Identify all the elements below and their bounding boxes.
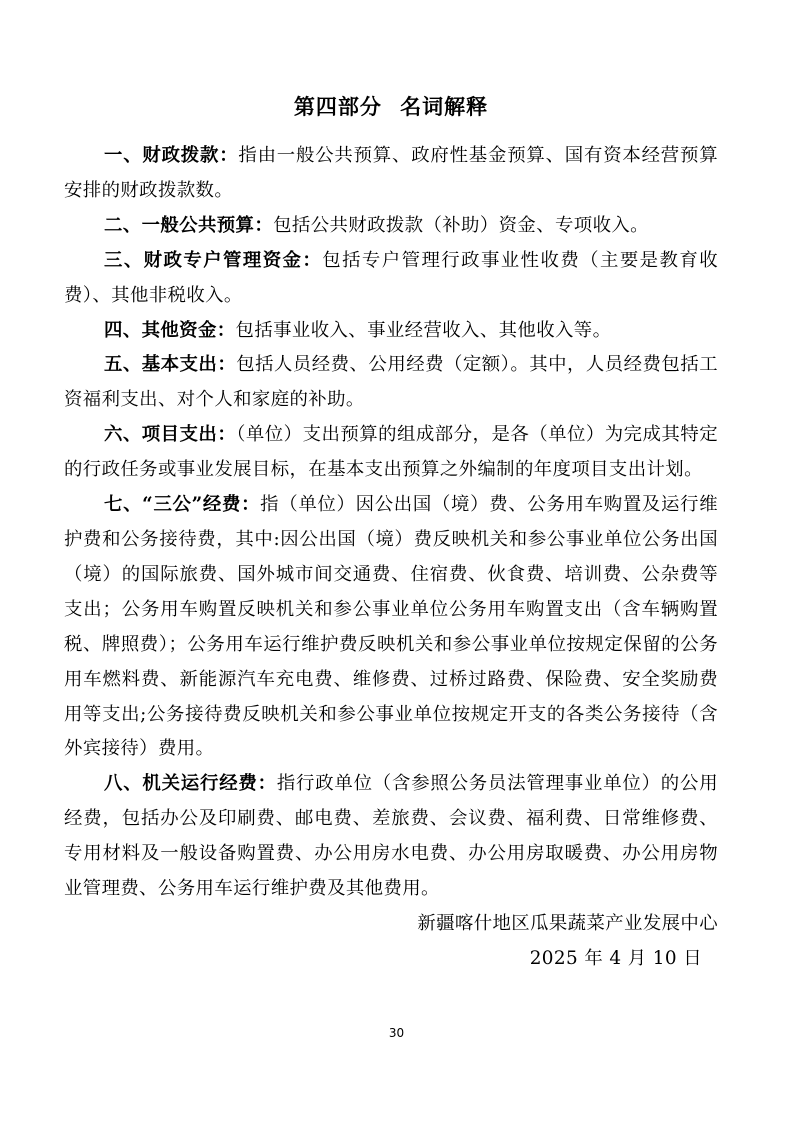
signature-organization: 新疆喀什地区瓜果蔬菜产业发展中心 [417,912,718,934]
term-label: 七、“三公”经费： [104,494,261,516]
term-definition: 包括专户管理行政事业性收费（主要是教育收费）、其他非税收入。 [64,249,718,306]
term-label: 一、财政拨款： [104,145,239,166]
term-definition: （单位）支出预算的组成部分，是各（单位）为完成其特定的行政任务或事业发展目标，在基本支出预算之外编制的年度项目支出计划。 [64,424,718,481]
term-label: 八、机关运行经费： [104,773,277,795]
term-definition: 包括公共财政拨款（补助）资金、专项收入。 [273,214,649,236]
document-title: 第四部分 名词解释 [293,95,489,119]
page-number: 30 [388,1026,405,1040]
term-label: 五、基本支出： [104,354,237,376]
term-paragraph-5 [64,348,718,418]
term-label: 二、一般公共预算： [104,214,274,236]
term-definition: 指（单位）因公出国（境）费、公务用车购置及运行维护费和公务接待费，其中:因公出国（境）费反映机关和参公事业单位公务出国（境）的国际旅费、国外城市间交通费、住宿费、伙食费、培训费、公杂费等支出；公务用车购置反映机关和参公事业单位公务用车购置支出（含车辆购置税、牌照费）；公务用车运行维护费反映机关和参公事业单位按规定保留的公务用车燃料费、新能源汽车充电费、维修费、过桥过路费、保险费、安全奖励费用等支出;公务接待费反映机关和参公事业单位按规定开支的各类公务接待（含外宾接待）费用。 [64,494,718,760]
term-label: 四、其他资金： [104,319,236,341]
term-label: 三、财政专户管理资金： [104,249,323,271]
term-definition: 指行政单位（含参照公务员法管理事业单位）的公用经费，包括办公及印刷费、邮电费、差旅费、会议费、福利费、日常维修费、专用材料及一般设备购置费、办公用房水电费、办公用房取暖费、办公用房物业管理费、公务用车运行维护费及其他费用。 [64,773,719,900]
signature-date: 2025 年 4 月 10 日 [529,947,702,969]
term-paragraph-4 [64,314,718,349]
term-paragraph-3 [64,244,718,314]
term-definition: 包括人员经费、公用经费（定额）。其中，人员经费包括工资福利支出、对个人和家庭的补助。 [64,354,718,411]
term-definition: 包括事业收入、事业经营收入、其他收入等。 [235,319,612,341]
term-paragraph-2 [64,209,718,244]
term-definition: 指由一般公共预算、政府性基金预算、国有资本经营预算安排的财政拨款数。 [64,145,718,201]
term-label: 六、项目支出： [104,424,237,446]
term-paragraph-7 [64,488,718,767]
term-paragraph-8 [64,767,718,907]
term-paragraph-6 [64,418,718,488]
term-paragraph-1 [64,139,718,209]
